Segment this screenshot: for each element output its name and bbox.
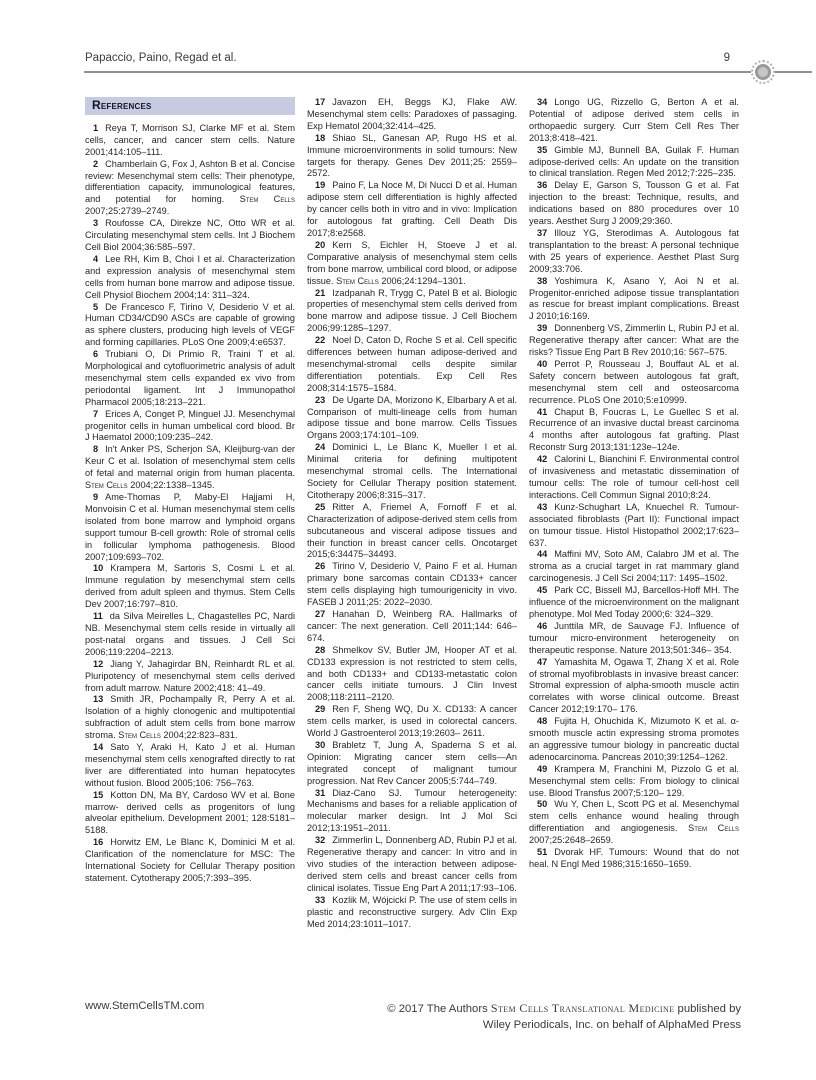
reference-number: 9 (93, 492, 99, 502)
reference-number: 4 (93, 253, 99, 264)
reference-number: 1 (93, 122, 99, 133)
reference-number: 50 (537, 799, 548, 810)
reference-item: 19 Paino F, La Noce M, Di Nucci D et al. Human adipose stem cell differentiation is highly affected by cancer cells both in vitro and in vivo: Implication for autologous fat grafting. Cell Death Dis 2017;8:e2568. (307, 180, 517, 238)
reference-item: 28 Shmelkov SV, Butler JM, Hooper AT et al. CD133 expression is not restricted to stem cells, and both CD133+ and CD133-metastatic colon cancer cells initiate tumours. J Clin Invest 2008;118:2111–2120. (307, 644, 517, 703)
references-heading: References (85, 97, 295, 115)
medallion-inner-circle (755, 64, 771, 80)
reference-number: 2 (93, 158, 99, 169)
reference-item: 51 Dvorak HF. Tumours: Wound that do not heal. N Engl Med 1986;315:1650–1659. (529, 847, 739, 869)
reference-item: 23 De Ugarte DA, Morizono K, Elbarbary A et al. Comparison of multi-lineage cells from human adipose tissue and bone marrow. Cells Tissues Organs 2003;174:101–109. (307, 394, 517, 441)
reference-number: 48 (537, 716, 548, 727)
reference-item: 2 Chamberlain G, Fox J, Ashton B et al. Concise review: Mesenchymal stem cells: Their phenotype, differentiation capacity, immunological features, and potential for homing. Stem Cells 2007;25:2739–2749. (85, 158, 295, 217)
reference-item: 24 Dominici L, Le Blanc K, Mueller I et al. Minimal criteria for defining multipotent mesenchymal stromal cells. The International Society for Cellular Therapy position statement. Citotherapy 2006;8:315–317. (307, 442, 517, 500)
reference-number: 20 (315, 239, 326, 250)
reference-item: 12 Jiang Y, Jahagirdar BN, Reinhardt RL et al. Pluripotency of mesenchymal stem cells derived from adult marrow. Nature 2002;418: 41–49. (85, 658, 295, 693)
journal-name-smallcaps: Stem Cells (85, 480, 128, 491)
page-header (85, 52, 730, 64)
reference-item: 50 Wu Y, Chen L, Scott PG et al. Mesenchymal stem cells enhance wound healing through differentiation and angiogenesis. Stem Cells 2007;25:2648–2659. (529, 799, 739, 846)
references-list-2 (307, 97, 517, 930)
reference-number: 36 (537, 180, 548, 191)
reference-item: 8 In't Anker PS, Scherjon SA, Kleijburg-van der Keur C et al. Isolation of mesenchymal stem cells of fetal and maternal origin from human placenta. Stem Cells 2004;22:1338–1345. (85, 444, 295, 491)
reference-number: 5 (93, 301, 99, 312)
reference-item: 31 Diaz-Cano SJ. Tumour heterogeneity: Mechanisms and bases for a reliable application of molecular marker design. Int J Mol Sci 2012;13:1951–2011. (307, 787, 517, 834)
reference-item: 21 Izadpanah R, Trygg C, Patel B et al. Biologic properties of mesenchymal stem cells derived from bone marrow and adipose tissue. J Cell Biochem 2006;99:1285–1297. (307, 287, 517, 334)
journal-website-link[interactable]: www.StemCellsTM.com (85, 1000, 205, 1012)
reference-item: 27 Hanahan D, Weinberg RA. Hallmarks of cancer: The next generation. Cell 2011;144: 646–674. (307, 608, 517, 643)
journal-name-smallcaps: Stem Cells (118, 730, 161, 741)
references-list-3 (529, 97, 739, 871)
reference-item: 30 Brabletz T, Jung A, Spaderna S et al. Opinion: Migrating cancer stem cells—An integrated concept of malignant tumour progression. Nat Rev Cancer 2005;5:744–749. (307, 739, 517, 786)
reference-item: 10 Krampera M, Sartoris S, Cosmi L et al. Immune regulation by mesenchymal stem cells derived from adult spleen and thymus. Stem Cells Dev 2007;16:797–810. (85, 563, 295, 610)
reference-number: 32 (315, 835, 326, 846)
reference-item: 34 Longo UG, Rizzello G, Berton A et al. Potential of adipose derived stem cells in orthopaedic surgery. Curr Stem Cell Res Ther 2013;8:418–421. (529, 97, 739, 143)
references-column-3 (529, 97, 739, 930)
reference-number: 40 (537, 358, 548, 369)
reference-item: 48 Fujita H, Ohuchida K, Mizumoto K et al. α-smooth muscle actin expressing stroma promotes an aggressive tumour biology in pancreatic ductal adenocarcinoma. Pancreas 2010;39:1254–1262. (529, 716, 739, 762)
header-rule (84, 71, 812, 73)
reference-number: 26 (315, 561, 326, 572)
reference-item: 45 Park CC, Bissell MJ, Barcellos-Hoff MH. The influence of the microenvironment on the malignant phenotype. Mol Med Today 2000;6: 324–329. (529, 585, 739, 619)
reference-number: 12 (93, 658, 104, 669)
journal-name-smallcaps: Stem Cells (688, 823, 739, 834)
reference-item: 7 Erices A, Conget P, Minguel JJ. Mesenchymal progenitor cells in human umbelical cord blood. Br J Haematol 2000;109:235–242. (85, 408, 295, 443)
reference-item: 5 De Francesco F, Tirino V, Desiderio V et al. Human CD34/CD90 ASCs are capable of growing as sphere clusters, producing high levels of VEGF and forming capillaries. PLoS One 2009;4:e6537. (85, 301, 295, 348)
reference-number: 25 (315, 501, 326, 512)
journal-name: Stem Cells Translational Medicine (490, 1001, 675, 1015)
reference-item: 38 Yoshimura K, Asano Y, Aoi N et al. Progenitor-enriched adipose tissue transplantation as rescue for breast implant complications. Breast J 2010;16:169. (529, 275, 739, 322)
reference-item: 29 Ren F, Sheng WQ, Du X. CD133: A cancer stem cells marker, is used in colorectal cancers. World J Gastroenterol 2013;19:2603– 2611. (307, 704, 517, 739)
reference-number: 15 (93, 789, 104, 800)
reference-item: 41 Chaput B, Foucras L, Le Guellec S et al. Recurrence of an invasive ductal breast carcinoma 4 months after autologous fat grafting. Plast Reconstr Surg 2013;131:123e–124e. (529, 406, 739, 453)
reference-item: 40 Perrot P, Rousseau J, Bouffaut AL et al. Safety concern between autologous fat graft, mesenchymal stem cell and osteosarcoma recurrence. PLoS One 2010;5:e10999. (529, 358, 739, 405)
reference-number: 23 (315, 394, 326, 405)
reference-item: 37 Illouz YG, Sterodimas A. Autologous fat transplantation to the breast: A personal technique with 25 years of experience. Aesthet Plast Surg 2009;33:706. (529, 227, 739, 274)
reference-number: 44 (537, 549, 548, 560)
reference-number: 28 (315, 644, 326, 655)
reference-number: 42 (537, 454, 548, 465)
reference-number: 45 (537, 585, 548, 596)
reference-number: 38 (537, 275, 548, 286)
reference-item: 6 Trubiani O, Di Primio R, Traini T et al. Morphological and cytofluorimetric analysis of adult mesenchymal stem cells expanded ex vivo from periodontal ligament. Int J Immunopathol Pharmacol 2005;18:213–221. (85, 349, 295, 407)
reference-number: 37 (537, 227, 548, 238)
reference-number: 10 (93, 563, 104, 574)
reference-number: 7 (93, 408, 99, 419)
reference-number: 47 (537, 656, 548, 667)
reference-item: 17 Javazon EH, Beggs KJ, Flake AW. Mesenchymal stem cells: Paradoxes of passaging. Exp Hematol 2004;32:414–425. (307, 97, 517, 131)
reference-number: 29 (315, 704, 326, 715)
journal-name-smallcaps: Stem Cells (239, 194, 295, 205)
reference-number: 19 (315, 180, 326, 191)
reference-item: 36 Delay E, Garson S, Tousson G et al. Fat injection to the breast: Technique, results, and indications based on 880 procedures over 10 years. Aesthet Surg J 2009;29:360. (529, 180, 739, 227)
page-footer (85, 1000, 741, 1033)
reference-item: 46 Junttila MR, de Sauvage FJ. Influence of tumour micro-environment heterogeneity on therapeutic response. Nature 2013;501:346– 354. (529, 620, 739, 655)
reference-item: 16 Horwitz EM, Le Blanc K, Dominici M et al. Clarification of the nomenclature for MSC: The International Society for Cellular Therapy position statement. Cytotherapy 2005;7:393–395. (85, 837, 295, 883)
reference-item: 26 Tirino V, Desiderio V, Paino F et al. Human primary bone sarcomas contain CD133+ cancer stem cells displaying high tumourigenicity in vivo. FASEB J 2011;25: 2022–2030. (307, 561, 517, 608)
reference-item: 43 Kunz-Schughart LA, Knuechel R. Tumour-associated fibroblasts (Part II): Functional impact on tumour tissue. Histol Histopathol 2002;17:623–637. (529, 501, 739, 548)
reference-item: 33 Kozlik M, Wójcicki P. The use of stem cells in plastic and reconstructive surgery. Adv Clin Exp Med 2014;23:1011–1017. (307, 894, 517, 929)
reference-item: 13 Smith JR, Pochampally R, Perry A et al. Isolation of a highly clonogenic and multipotential subfraction of adult stem cells from bone marrow stroma. Stem Cells 2004;22:823–831. (85, 694, 295, 741)
reference-number: 39 (537, 323, 548, 334)
reference-number: 16 (93, 837, 104, 848)
reference-item: 35 Gimble MJ, Bunnell BA, Guilak F. Human adipose-derived cells: An update on the transition to clinical translation. Regen Med 2012;7:225–235. (529, 144, 739, 179)
copyright-line2: Wiley Periodicals, Inc. on behalf of AlphaMed Press (482, 1019, 741, 1031)
reference-item: 14 Sato Y, Araki H, Kato J et al. Human mesenchymal stem cells xenografted directly to rat liver are differentiated into human hepatocytes without fusion. Blood 2005;106: 756–763. (85, 742, 295, 788)
journal-name-smallcaps: Stem Cells (336, 275, 379, 286)
copyright-notice (387, 1000, 741, 1033)
reference-number: 43 (537, 501, 548, 512)
references-column-2 (307, 97, 517, 930)
reference-item: 20 Kern S, Eichler H, Stoeve J et al. Comparative analysis of mesenchymal stem cells from bone marrow, umbilical cord blood, or adipose tissue. Stem Cells 2006;24:1294–1301. (307, 239, 517, 286)
reference-number: 30 (315, 739, 326, 750)
reference-number: 21 (315, 287, 326, 298)
copyright-suffix: published by (674, 1003, 741, 1015)
reference-item: 1 Reya T, Morrison SJ, Clarke MF et al. Stem cells, cancer, and cancer stem cells. Nature 2001;414:105–111. (85, 122, 295, 157)
reference-number: 46 (537, 620, 548, 631)
reference-number: 6 (93, 349, 99, 360)
reference-item: 3 Roufosse CA, Direkze NC, Otto WR et al. Circulating mesenchymal stem cells. Int J Biochem Cell Biol 2004;36:585–597. (85, 218, 295, 252)
reference-number: 34 (537, 97, 548, 107)
reference-item: 15 Kotton DN, Ma BY, Cardoso WV et al. Bone marrow- derived cells as progenitors of lung alveolar epithelium. Development 2001; 128:5181–5188. (85, 789, 295, 836)
reference-item: 18 Shiao SL, Ganesan AP, Rugo HS et al. Immune microenvironments in solid tumours: New targets for therapy. Genes Dev 2011;25: 2559–2572. (307, 132, 517, 179)
references-section (85, 97, 741, 930)
reference-item: 44 Maffini MV, Soto AM, Calabro JM et al. The stroma as a crucial target in rat mammary gland carcinogenesis. J Cell Sci 2004;117: 1495–1502. (529, 549, 739, 584)
reference-number: 13 (93, 694, 104, 705)
reference-number: 35 (537, 144, 548, 155)
references-list-1 (85, 123, 295, 885)
reference-number: 22 (315, 335, 326, 346)
reference-item: 9 Ame-Thomas P, Maby-El Hajjami H, Monvoisin C et al. Human mesenchymal stem cells isolated from bone marrow and lymphoid organs support tumour B-cell growth: Role of stromal cells in follicular lymphoma pathogenesis. Blood 2007;109:693–702. (85, 492, 295, 562)
reference-item: 42 Calorini L, Bianchini F. Environmental control of invasiveness and metastatic dissemination of tumour cells: The role of tumour cell-host cell interactions. Cell Commun Signal 2010;8:24. (529, 454, 739, 500)
reference-number: 8 (93, 444, 99, 455)
reference-item: 25 Ritter A, Friemel A, Fornoff F et al. Characterization of adipose-derived stem cells from subcutaneous and visceral adipose tissues and their function in breast cancer cells. Oncotarget 2015;6:34475–34493. (307, 501, 517, 560)
references-column-1 (85, 97, 295, 930)
reference-item: 49 Krampera M, Franchini M, Pizzolo G et al. Mesenchymal stem cells: From biology to clinical use. Blood Transfus 2007;5:120– 129. (529, 763, 739, 798)
page-number: 9 (723, 52, 730, 64)
reference-number: 49 (537, 763, 548, 774)
reference-number: 11 (93, 611, 103, 622)
reference-item: 39 Donnenberg VS, Zimmerlin L, Rubin PJ et al. Regenerative therapy after cancer: What are the risks? Tissue Eng Part B Rev 2010;16: 567–575. (529, 323, 739, 358)
reference-number: 3 (93, 218, 99, 229)
reference-number: 17 (315, 97, 326, 107)
reference-number: 24 (315, 442, 326, 453)
reference-item: 22 Noel D, Caton D, Roche S et al. Cell specific differences between human adipose-derived and mesenchymal-stromal cells despite similar differentiation potentials. Exp Cell Res 2008;314:1575–1584. (307, 335, 517, 393)
copyright-prefix: © 2017 The Authors (387, 1003, 491, 1015)
reference-number: 33 (315, 894, 326, 905)
running-head-authors: Papaccio, Paino, Regad et al. (85, 52, 237, 64)
reference-number: 31 (315, 787, 326, 798)
reference-number: 51 (537, 847, 548, 858)
reference-number: 18 (315, 132, 326, 143)
reference-item: 11 da Silva Meirelles L, Chagastelles PC, Nardi NB. Mesenchymal stem cells reside in virtually all post-natal organs and tissues. J Cell Sci 2006;119:2204–2213. (85, 611, 295, 657)
reference-number: 27 (315, 608, 326, 619)
medallion-ornament-icon (751, 60, 775, 84)
reference-number: 41 (537, 406, 548, 417)
reference-item: 32 Zimmerlin L, Donnenberg AD, Rubin PJ et al. Regenerative therapy and cancer: In vitro and in vivo studies of the interaction between adipose-derived stem cells and breast cancer cells from clinical isolates. Tissue Eng Part A 2011;17:93–106. (307, 835, 517, 893)
reference-item: 47 Yamashita M, Ogawa T, Zhang X et al. Role of stromal myofibroblasts in invasive breast cancer: Stromal expression of alpha-smooth muscle actin correlates with worse clinical outcome. Breast Cancer 2012;19:170– 176. (529, 656, 739, 715)
reference-number: 14 (93, 742, 104, 753)
reference-item: 4 Lee RH, Kim B, Choi I et al. Characterization and expression analysis of mesenchymal stem cells from human bone marrow and adipose tissue. Cell Physiol Biochem 2004;14: 311–324. (85, 253, 295, 300)
